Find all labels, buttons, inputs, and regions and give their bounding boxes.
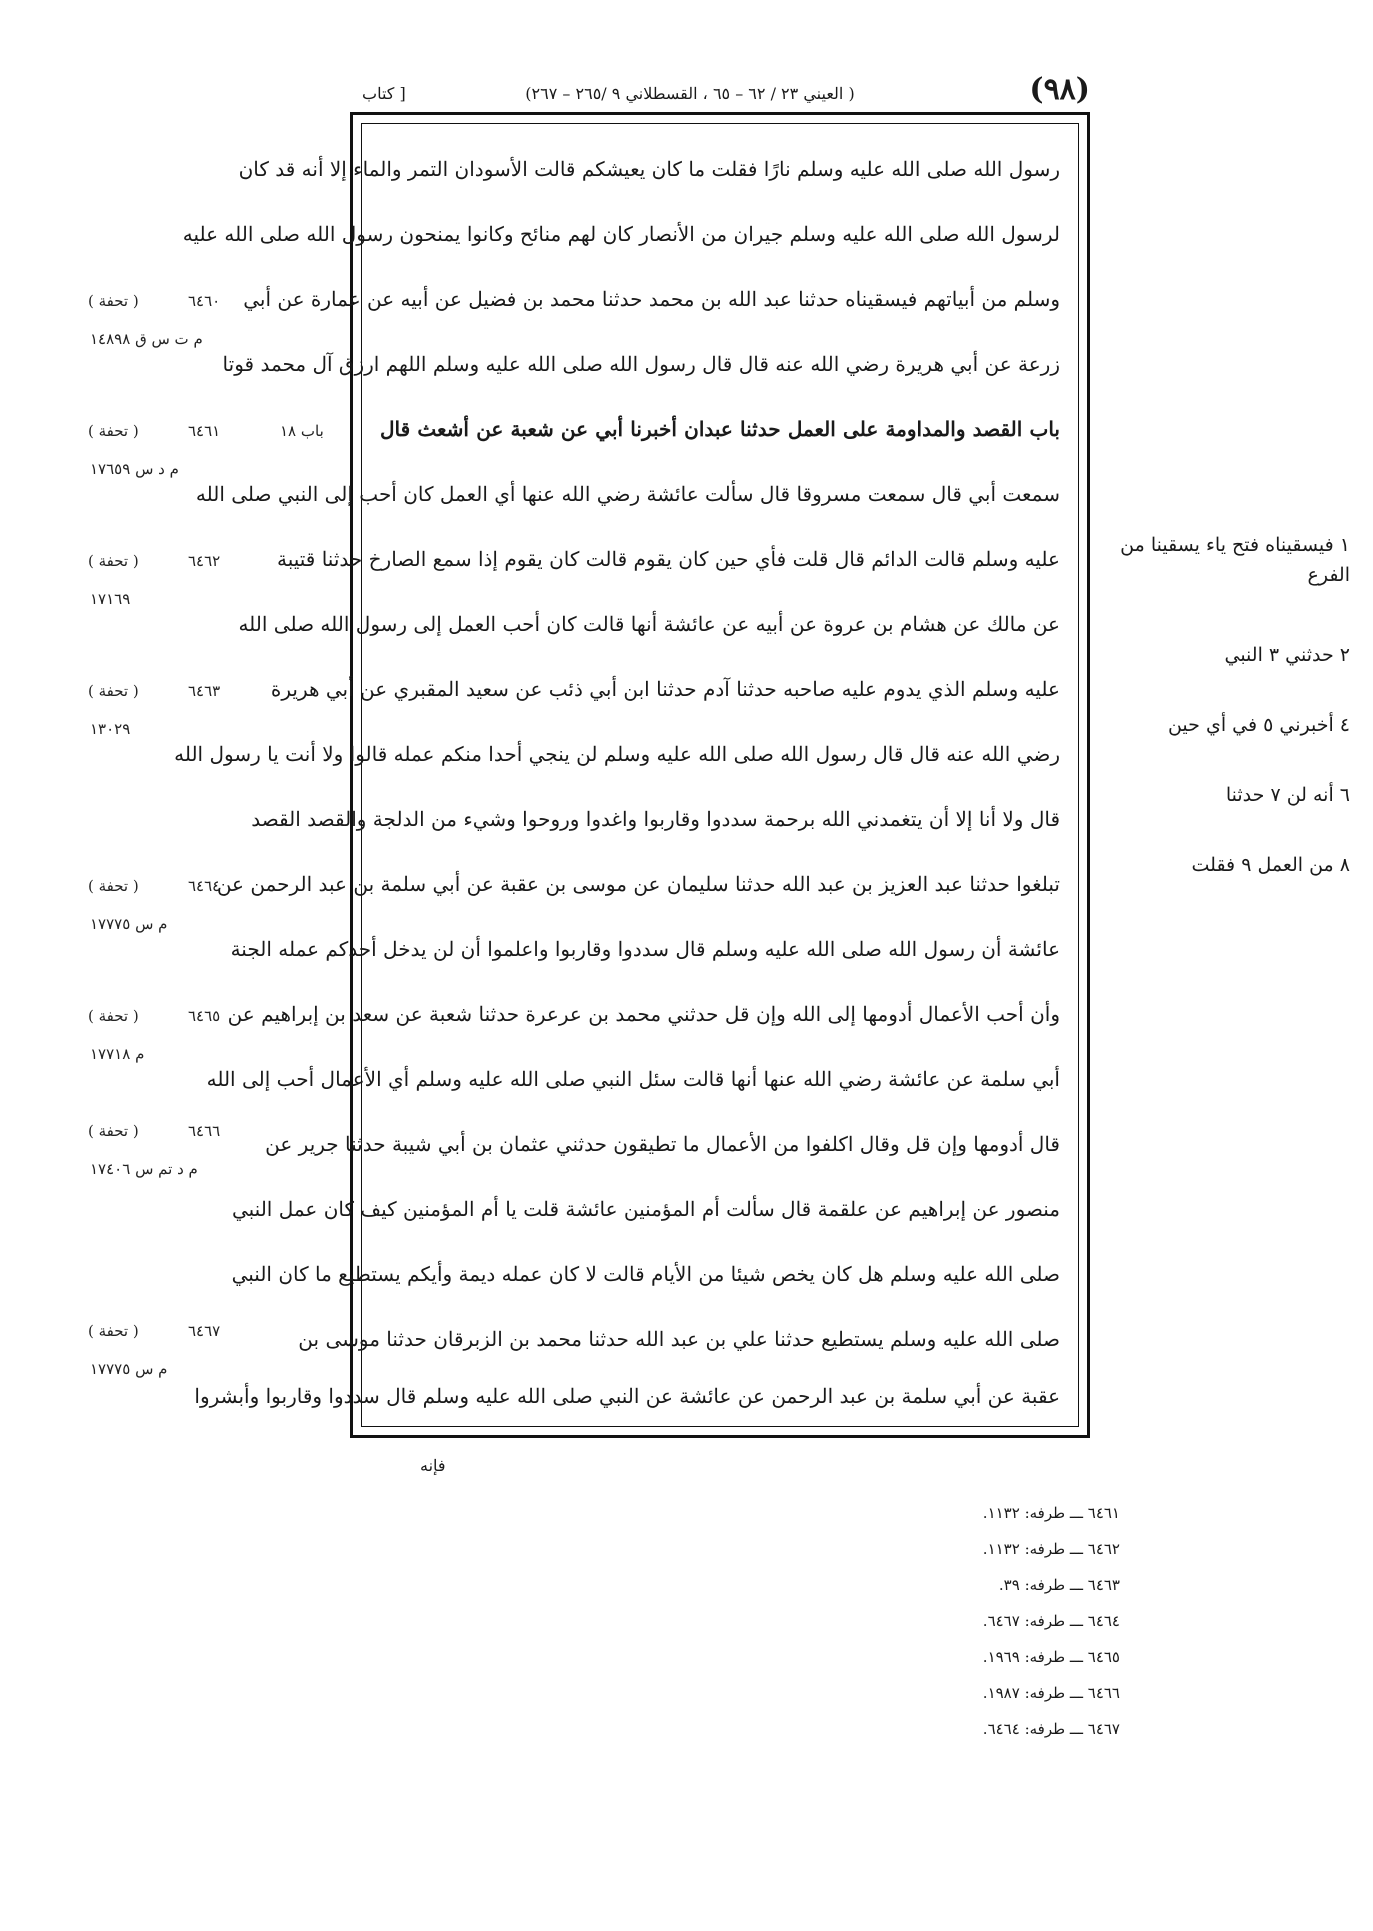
footnote: ٦٤٦٥ ـــ طرفه: ١٩٦٩. [982, 1648, 1120, 1666]
tuhfa-label: ( تحفة ) [88, 877, 139, 895]
page-number: (٩٨) [1029, 72, 1090, 107]
hadith-number: ٦٤٦٧ [188, 1322, 221, 1340]
bab-marker: باب ١٨ [280, 422, 324, 440]
catchword: فإنه [420, 1456, 446, 1475]
text-line: لرسول الله صلى الله عليه وسلم جيران من الأنصار كان لهم منائح وكانوا يمنحون رسول الله صلى الله عليه [182, 222, 1060, 246]
tuhfa-code: م س ١٧٧٧٥ [90, 1360, 168, 1378]
text-line: عليه وسلم الذي يدوم عليه صاحبه حدثنا آدم حدثنا ابن أبي ذئب عن سعيد المقبري عن أبي هريرة [270, 677, 1060, 701]
text-line: عليه وسلم قالت الدائم قال قلت فأي حين كان يقوم قالت كان يقوم إذا سمع الصارخ حدثنا قتيبة [276, 547, 1060, 571]
side-note: ٨ من العمل ٩ فقلت [1191, 854, 1350, 876]
tuhfa-code: م ١٧٧١٨ [90, 1045, 145, 1063]
side-note: ٦ أنه لن ٧ حدثنا [1225, 784, 1350, 806]
text-line: منصور عن إبراهيم عن علقمة قال سألت أم المؤمنين عائشة قلت يا أم المؤمنين كيف كان عمل النبي [231, 1197, 1060, 1221]
tuhfa-label: ( تحفة ) [88, 422, 139, 440]
hadith-number: ٦٤٦٢ [188, 552, 221, 570]
tuhfa-label: ( تحفة ) [88, 1122, 139, 1140]
text-line: رضي الله عنه قال قال رسول الله صلى الله عليه وسلم لن ينجي أحدا منكم عمله قالوا ولا أنت يا رسول الله [174, 742, 1060, 766]
footnote: ٦٤٦٣ ـــ طرفه: ٣٩. [998, 1576, 1120, 1594]
text-line: صلى الله عليه وسلم يستطيع حدثنا علي بن عبد الله حدثنا محمد بن الزبرقان حدثنا موسى بن [298, 1327, 1060, 1351]
side-note: ٤ أخبرني ٥ في أي حين [1167, 714, 1350, 736]
hadith-number: ٦٤٦٣ [188, 682, 221, 700]
chapter-heading-line: باب القصد والمداومة على العمل حدثنا عبدان أخبرنا أبي عن شعبة عن أشعث قال [380, 417, 1060, 441]
tuhfa-code: م د تم س ١٧٤٠٦ [90, 1160, 198, 1178]
footnote: ٦٤٦١ ـــ طرفه: ١١٣٢. [982, 1504, 1120, 1522]
footnote: ٦٤٦٧ ـــ طرفه: ٦٤٦٤. [982, 1720, 1120, 1738]
text-line: عائشة أن رسول الله صلى الله عليه وسلم قال سددوا وقاربوا واعلموا أن لن يدخل أحدكم عمله الجنة [230, 937, 1060, 961]
text-line: رسول الله صلى الله عليه وسلم نارًا فقلت ما كان يعيشكم قالت الأسودان التمر والماء إلا أنه قد كان [238, 157, 1060, 181]
text-line: وأن أحب الأعمال أدومها إلى الله وإن قل حدثني محمد بن عرعرة حدثنا شعبة عن سعد بن إبراهيم عن [227, 1002, 1060, 1026]
tuhfa-label: ( تحفة ) [88, 1322, 139, 1340]
hadith-number: ٦٤٦٠ [188, 292, 221, 310]
tuhfa-code: م س ١٧٧٧٥ [90, 915, 168, 933]
text-line: قال ولا أنا إلا أن يتغمدني الله برحمة سددوا وقاربوا واغدوا وروحوا وشيء من الدلجة والقصد القصد [251, 807, 1060, 831]
text-line: تبلغوا حدثنا عبد العزيز بن عبد الله حدثنا سليمان عن موسى بن عقبة عن أبي سلمة بن عبد الرحمن عن [216, 872, 1060, 896]
text-line: زرعة عن أبي هريرة رضي الله عنه قال قال رسول الله صلى الله عليه وسلم اللهم ارزق آل محمد قوتا [222, 352, 1060, 376]
tuhfa-code: ١٣٠٢٩ [90, 720, 131, 738]
hadith-number: ٦٤٦٤ [188, 877, 221, 895]
text-line: عقبة عن أبي سلمة بن عبد الرحمن عن عائشة عن النبي صلى الله عليه وسلم قال سددوا وقاربوا وأبشروا [194, 1384, 1060, 1408]
hadith-number: ٦٤٦٥ [188, 1007, 221, 1025]
footnote: ٦٤٦٦ ـــ طرفه: ١٩٨٧. [982, 1684, 1120, 1702]
tuhfa-label: ( تحفة ) [88, 552, 139, 570]
text-line: وسلم من أبياتهم فيسقيناه حدثنا عبد الله بن محمد حدثنا محمد بن فضيل عن أبيه عن عمارة عن أبي [243, 287, 1060, 311]
text-line: صلى الله عليه وسلم هل كان يخص شيئا من الأيام قالت لا كان عمله ديمة وأيكم يستطيع ما كان النبي [231, 1262, 1060, 1286]
text-line: قال أدومها وإن قل وقال اكلفوا من الأعمال ما تطيقون حدثني عثمان بن أبي شيبة حدثنا جرير عن [265, 1132, 1060, 1156]
hadith-number: ٦٤٦١ [188, 422, 221, 440]
text-line: أبي سلمة عن عائشة رضي الله عنها أنها قالت سئل النبي صلى الله عليه وسلم أي الأعمال أحب إلى الله [206, 1067, 1060, 1091]
header-reference: ( العيني ٢٣ / ٦٢ – ٦٥ ، القسطلاني ٩ /٢٦٥ – ٢٦٧) [525, 84, 855, 103]
tuhfa-code: م د س ١٧٦٥٩ [90, 460, 179, 478]
tuhfa-label: ( تحفة ) [88, 1007, 139, 1025]
header-book-title: [ كتاب [362, 84, 406, 103]
text-line: سمعت أبي قال سمعت مسروقا قال سألت عائشة رضي الله عنها أي العمل كان أحب إلى النبي صلى الله [195, 482, 1060, 506]
footnote: ٦٤٦٢ ـــ طرفه: ١١٣٢. [982, 1540, 1120, 1558]
footnote: ٦٤٦٤ ـــ طرفه: ٦٤٦٧. [982, 1612, 1120, 1630]
tuhfa-label: ( تحفة ) [88, 682, 139, 700]
side-note: ١ فيسقيناه فتح ياء يسقينا من الفرع [1120, 534, 1350, 586]
tuhfa-code: ١٧١٦٩ [90, 590, 131, 608]
text-line: عن مالك عن هشام بن عروة عن أبيه عن عائشة أنها قالت كان أحب العمل إلى رسول الله صلى الله [238, 612, 1060, 636]
tuhfa-label: ( تحفة ) [88, 292, 139, 310]
side-note: ٢ حدثني ٣ النبي [1224, 644, 1350, 666]
tuhfa-code: م ت س ق ١٤٨٩٨ [90, 330, 203, 348]
hadith-number: ٦٤٦٦ [188, 1122, 221, 1140]
